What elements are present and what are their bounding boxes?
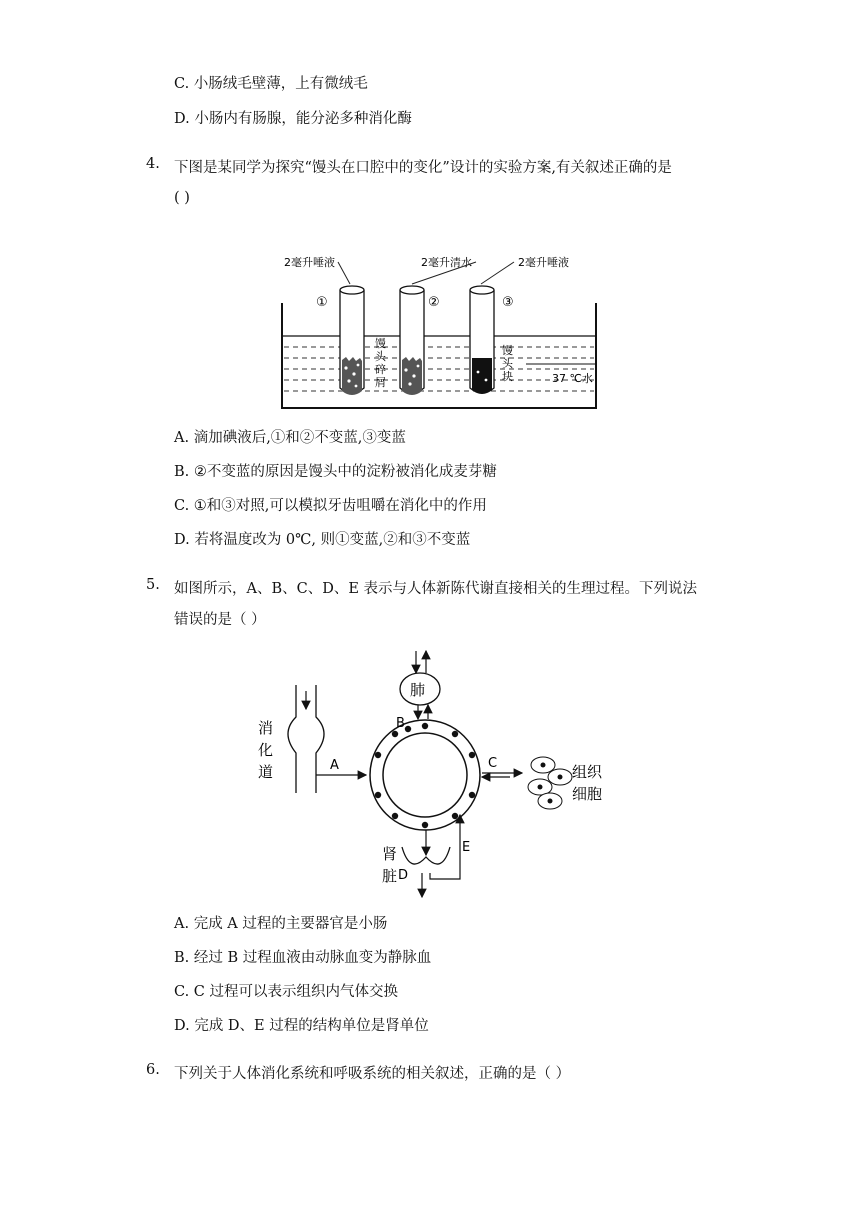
kidney-label-2: 脏 xyxy=(382,867,398,885)
process-e-label: E xyxy=(462,840,471,855)
option-c: C. ①和③对照,可以模拟牙齿咀嚼在消化中的作用 xyxy=(174,498,487,514)
tissue-label-1: 组织 xyxy=(572,763,603,781)
option-c: C. C 过程可以表示组织内气体交换 xyxy=(174,984,398,1000)
question-stem: 如图所示，A、B、C、D、E 表示与人体新陈代谢直接相关的生理过程。下列说法 xyxy=(174,581,698,597)
option-d: D. 若将温度改为 0℃, 则①变蓝,②和③不变蓝 xyxy=(174,532,471,548)
digestive-label-3: 道 xyxy=(258,763,274,781)
tube3-label: 2毫升唾液 xyxy=(518,256,569,269)
tube1-label: 2毫升唾液 xyxy=(284,256,335,269)
crumbs-label-4: 屑 xyxy=(375,376,386,389)
tube2-label: 2毫升清水 xyxy=(421,256,472,269)
block-label-1: 馒 xyxy=(502,344,513,357)
option-a: A. 滴加碘液后,①和②不变蓝,③变蓝 xyxy=(174,430,406,446)
option-b: B. 经过 B 过程血液由动脉血变为静脉血 xyxy=(174,950,432,966)
option-d: D. 完成 D、E 过程的结构单位是肾单位 xyxy=(174,1018,429,1034)
question-stem: 下图是某同学为探究“馒头在口腔中的变化”设计的实验方案,有关叙述正确的是 xyxy=(174,160,672,176)
process-d-label: D xyxy=(398,868,409,883)
experiment-figure xyxy=(276,248,606,418)
question-number: 5. xyxy=(146,577,160,593)
process-c-label: C xyxy=(488,756,498,771)
option-c: C. 小肠绒毛壁薄，上有微绒毛 xyxy=(174,76,368,92)
question-stem-continued: 错误的是（ ） xyxy=(174,612,266,628)
question-number: 6. xyxy=(146,1062,160,1078)
block-label-3: 块 xyxy=(502,370,513,383)
lung-label: 肺 xyxy=(410,681,426,699)
option-a: A. 完成 A 过程的主要器官是小肠 xyxy=(174,916,388,932)
crumbs-label-1: 馒 xyxy=(375,337,386,350)
digestive-label-1: 消 xyxy=(258,719,274,737)
question-stem: 下列关于人体消化系统和呼吸系统的相关叙述，正确的是（ ） xyxy=(174,1066,571,1082)
tube1-number: ① xyxy=(316,295,328,310)
kidney-label-1: 肾 xyxy=(382,845,398,863)
block-label-2: 头 xyxy=(502,357,513,370)
process-a-label: A xyxy=(330,758,339,773)
question-number: 4. xyxy=(146,156,160,172)
digestive-label-2: 化 xyxy=(258,741,274,759)
tissue-label-2: 细胞 xyxy=(572,785,603,803)
metabolism-diagram xyxy=(250,645,620,905)
crumbs-label-2: 头 xyxy=(375,350,386,363)
answer-blank: ( ) xyxy=(174,190,190,206)
option-d: D. 小肠内有肠腺，能分泌多种消化酶 xyxy=(174,111,412,127)
process-b-label: B xyxy=(396,716,405,731)
tube3-number: ③ xyxy=(502,295,514,310)
tube2-number: ② xyxy=(428,295,440,310)
water-label: 37 ℃水 xyxy=(552,372,593,385)
crumbs-label-3: 碎 xyxy=(375,363,386,376)
option-b: B. ②不变蓝的原因是馒头中的淀粉被消化成麦芽糖 xyxy=(174,464,497,480)
